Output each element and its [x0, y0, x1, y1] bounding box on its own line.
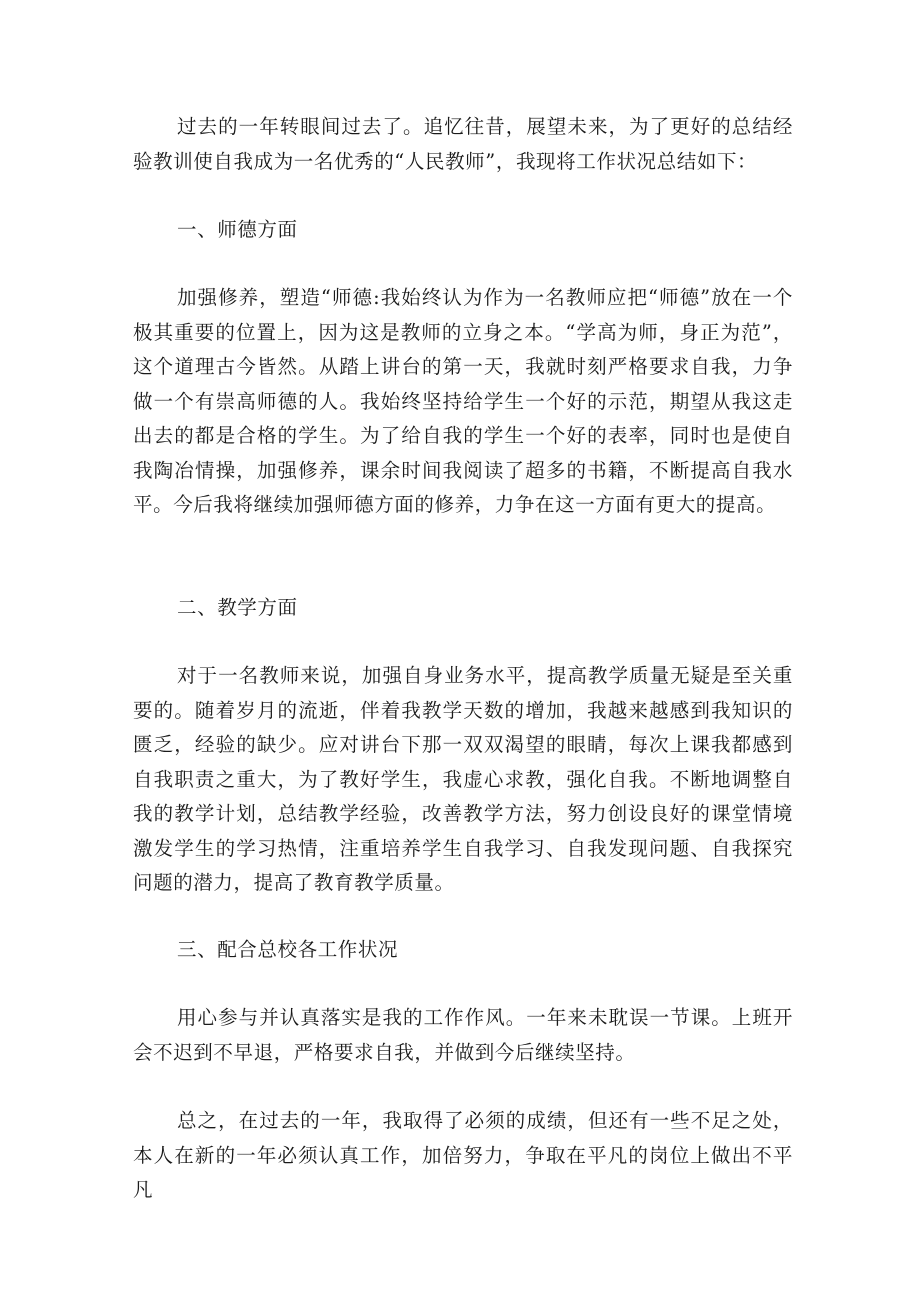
section-body-teaching: 对于一名教师来说，加强自身业务水平，提高教学质量无疑是至关重要的。随着岁月的流逝，伴着我教学天数的增加，我越来越感到我知识的匮乏，经验的缺少。应对讲台下那一双双渴望的眼睛，每次上课我都感到自我职责之重大，为了教好学生，我虚心求教，强化自我。不断地调整自我的教学计划，总结教学经验，改善教学方法，努力创设良好的课堂情境激发学生的学习热情，注重培养学生自我学习、自我发现问题、自我探究问题的潜力，提高了教育教学质量。: [133, 664, 793, 894]
section-heading-ethics: 一、师德方面: [177, 218, 298, 241]
conclusion-paragraph: 总之，在过去的一年，我取得了必须的成绩，但还有一些不足之处，本人在新的一年必须认真工作，加倍努力，争取在平凡的岗位上做出不平凡: [133, 1109, 793, 1201]
section-body-ethics: 加强修养，塑造“师德:我始终认为作为一名教师应把“师德”放在一个极其重要的位置上，因为这是教师的立身之本。“学高为师，身正为范”，这个道理古今皆然。从踏上讲台的第一天，我就时刻严格要求自我，力争做一个有崇高师德的人。我始终坚持给学生一个好的示范，期望从我这走出去的都是合格的学生。为了给自我的学生一个好的表率，同时也是使自我陶冶情操，加强修养，课余时间我阅读了超多的书籍，不断提高自我水平。今后我将继续加强师德方面的修养，力争在这一方面有更大的提高。: [133, 286, 793, 516]
section-body-cooperation: 用心参与并认真落实是我的工作作风。一年来未耽误一节课。上班开会不迟到不早退，严格要求自我，并做到今后继续坚持。: [133, 1006, 793, 1064]
section-heading-cooperation: 三、配合总校各工作状况: [177, 938, 399, 961]
section-heading-teaching: 二、教学方面: [177, 596, 298, 619]
intro-paragraph: 过去的一年转眼间过去了。追忆往昔，展望未来，为了更好的总结经验教训使自我成为一名优秀的“人民教师”，我现将工作状况总结如下：: [133, 115, 793, 173]
